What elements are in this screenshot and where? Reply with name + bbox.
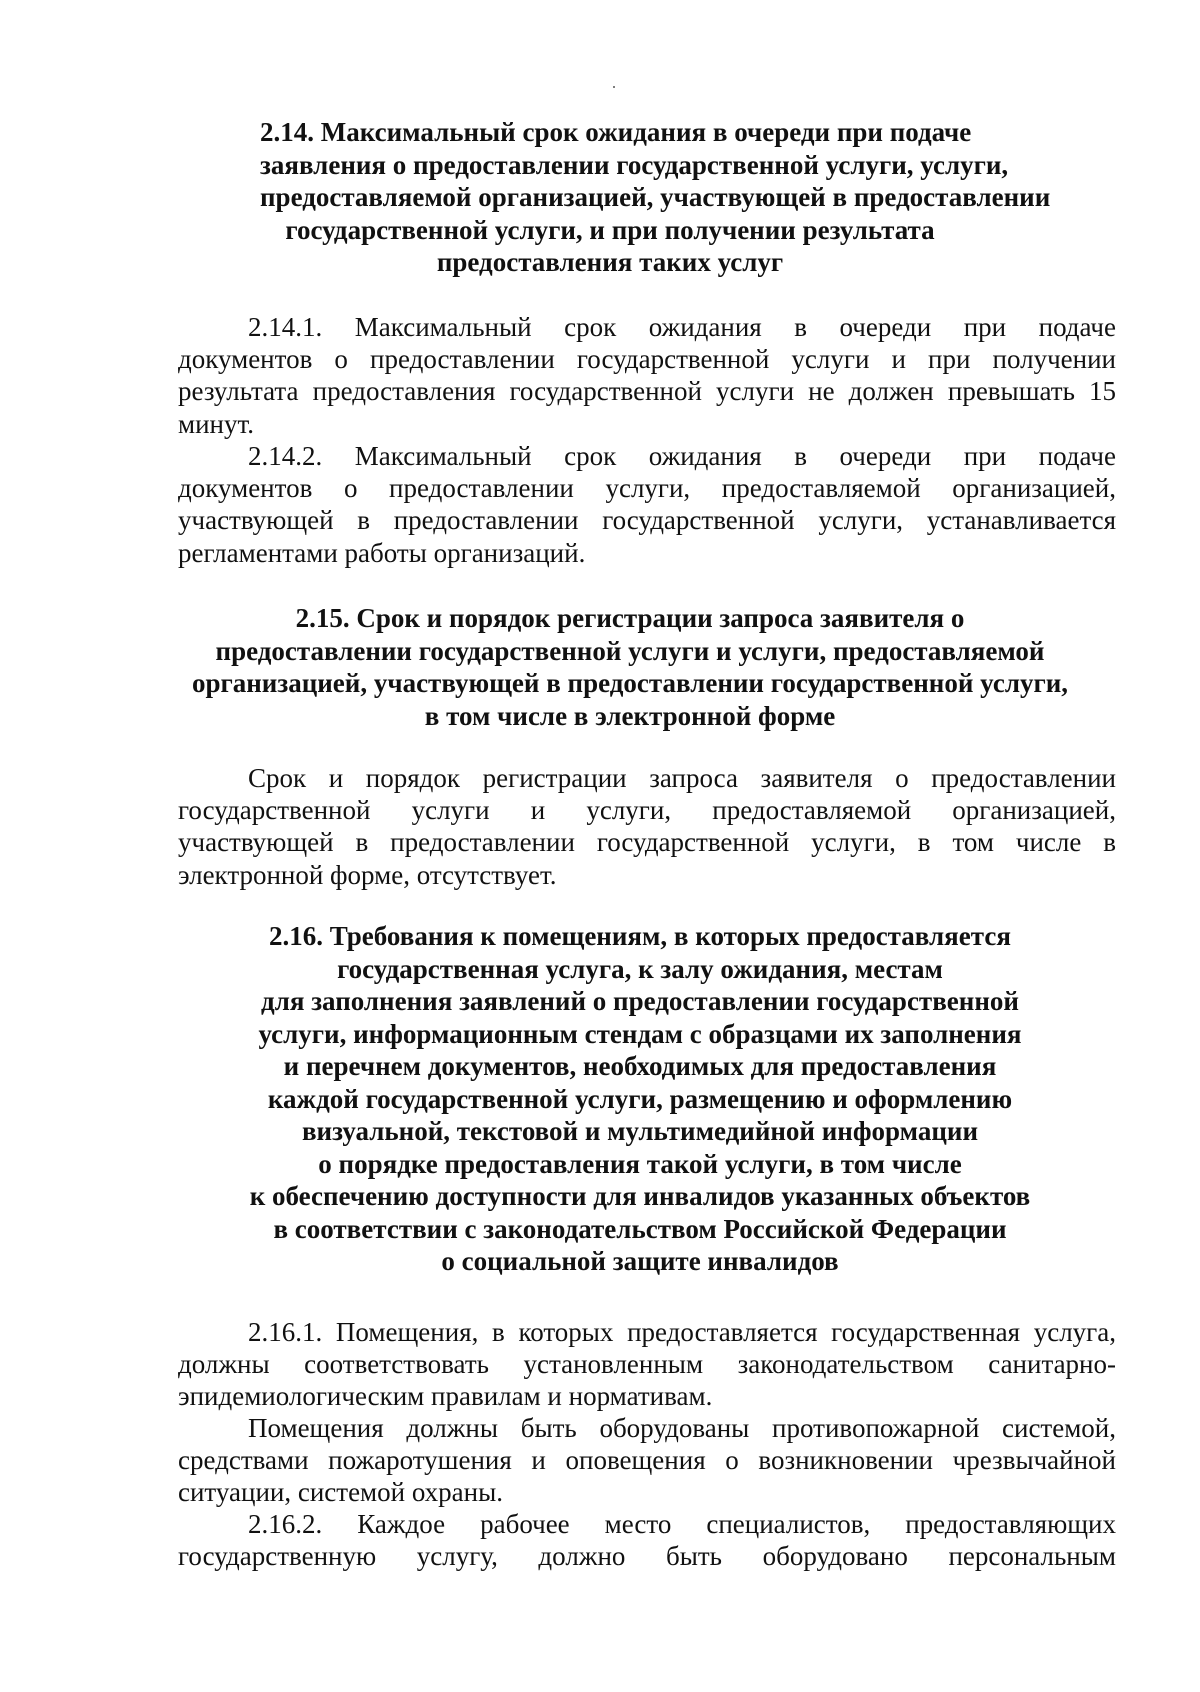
- heading-line: заявления о предоставлении государственной услуги, услуги,: [260, 149, 1009, 180]
- heading-line: к обеспечению доступности для инвалидов указанных объектов: [249, 1181, 1031, 1211]
- heading-line: государственная услуга, к залу ожидания, местам: [337, 953, 943, 984]
- text-line: Срок и порядок регистрации запроса заявителя о предоставлении: [248, 763, 1116, 793]
- text-line: регламентами работы организаций.: [178, 537, 586, 568]
- heading-line: о порядке предоставления такой услуги, в том числе: [318, 1148, 962, 1179]
- heading-line: 2.15. Срок и порядок регистрации запроса заявителя о: [295, 603, 965, 633]
- paragraph-2-16-1: [178, 1316, 1116, 1413]
- section-heading-2-14: [260, 116, 1051, 279]
- text-line: 2.16.2. Каждое рабочее место специалистов, предоставляющих: [248, 1509, 1116, 1539]
- heading-line: и перечнем документов, необходимых для предоставления: [283, 1051, 997, 1081]
- text-line: результата предоставления государственной услуги не должен превышать 15: [178, 376, 1116, 407]
- heading-line: в том числе в электронной форме: [424, 700, 836, 731]
- paragraph-2-15: [178, 762, 1116, 891]
- heading-line: организацией, участвующей в предоставлении государственной услуги,: [191, 668, 1069, 698]
- heading-line: предоставлении государственной услуги и услуги, предоставляемой: [215, 635, 1045, 666]
- section-heading-2-16: [240, 920, 1040, 1278]
- heading-line: для заполнения заявлений о предоставлении государственной: [261, 986, 1019, 1016]
- text-line: средствами пожаротушения и оповещения о возникновении чрезвычайной: [178, 1445, 1116, 1476]
- text-line: участвующей в предоставлении государственной услуги, устанавливается: [178, 505, 1116, 536]
- text-line: 2.14.1. Максимальный срок ожидания в очереди при подаче: [248, 312, 1116, 342]
- heading-line: предоставления таких услуг: [436, 247, 784, 277]
- paragraph-2-14-2: [178, 440, 1116, 569]
- text-line: 2.14.2. Максимальный срок ожидания в очереди при подаче: [248, 441, 1116, 471]
- heading-line: визуальной, текстовой и мультимедийной информации: [301, 1116, 979, 1146]
- heading-line: услуги, информационным стендам с образцами их заполнения: [258, 1018, 1022, 1049]
- text-line: должны соответствовать установленным законодательством санитарно-: [178, 1349, 1116, 1380]
- paragraph-2-14-1: [178, 311, 1116, 440]
- heading-line: 2.14. Максимальный срок ожидания в очереди при подаче: [260, 117, 972, 147]
- text-line: документов о предоставлении государственной услуги и при получении: [178, 344, 1116, 375]
- heading-line: государственной услуги, и при получении результата: [285, 214, 935, 245]
- heading-line: каждой государственной услуги, размещению и оформлению: [267, 1083, 1013, 1114]
- text-line: документов о предоставлении услуги, предоставляемой организацией,: [178, 473, 1116, 504]
- text-line: участвующей в предоставлении государственной услуги, в том числе в: [178, 827, 1116, 858]
- text-line: 2.16.1. Помещения, в которых предоставляется государственная услуга,: [248, 1317, 1116, 1347]
- heading-line: 2.16. Требования к помещениям, в которых предоставляется: [269, 921, 1011, 951]
- heading-line: в соответствии с законодательством Российской Федерации: [273, 1213, 1007, 1244]
- text-line: ситуации, системой охраны.: [178, 1477, 503, 1508]
- text-line: государственную услугу, должно быть оборудовано персональным: [178, 1541, 1116, 1572]
- heading-line: предоставляемой организацией, участвующей в предоставлении: [260, 182, 1051, 212]
- text-line: минут.: [178, 408, 255, 439]
- section-heading-2-15: [160, 602, 1100, 732]
- heading-line: о социальной защите инвалидов: [441, 1246, 839, 1276]
- text-line: эпидемиологическим правилам и нормативам.: [178, 1381, 713, 1412]
- paragraph-fire-safety: [178, 1412, 1116, 1509]
- text-line: государственной услуги и услуги, предоставляемой организацией,: [178, 795, 1116, 826]
- text-line: Помещения должны быть оборудованы противопожарной системой,: [248, 1413, 1116, 1443]
- text-line: электронной форме, отсутствует.: [178, 859, 557, 890]
- paragraph-2-16-2: [178, 1508, 1116, 1572]
- scan-speck: [613, 86, 615, 88]
